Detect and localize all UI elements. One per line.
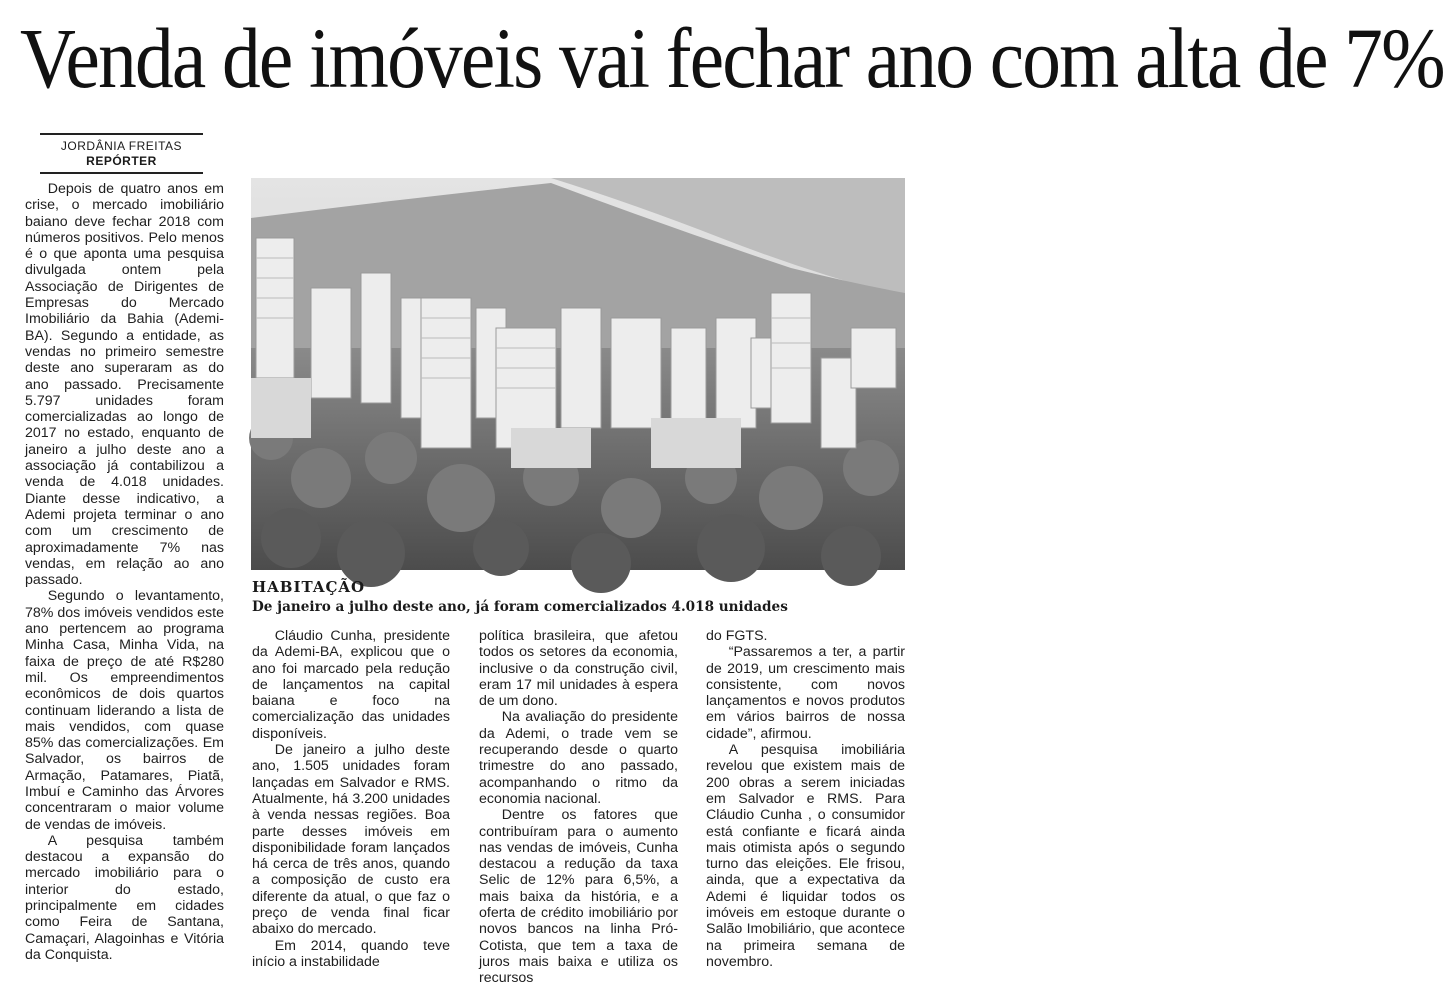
paragraph: Cláudio Cunha, presidente da Ademi-BA, explicou que o ano foi marcado pela redução de lançamentos na capital baiana e foco na comercialização das unidades disponíveis. xyxy=(252,628,450,742)
paragraph: De janeiro a julho deste ano, 1.505 unidades foram lançadas em Salvador e RMS. Atualmente, há 3.200 unidades à venda nessas regiões. Boa parte desses imóveis em disponibilidade foram lançados há cerca de três anos, quando a composição de custo era diferente da atual, o que faz o preço de venda final ficar abaixo do mercado. xyxy=(252,742,450,938)
paragraph: Depois de quatro anos em crise, o mercado imobiliário baiano deve fechar 2018 com números positivos. Pelo menos é o que aponta uma pesquisa divulgada ontem pela Associação de Dirigentes de Empresas do Mercado Imobiliário da Bahia (Ademi-BA). Segundo a entidade, as vendas no primeiro semestre deste ano superaram as do ano passado. Precisamente 5.797 unidades foram comercializadas ao longo de 2017 no estado, enquanto de janeiro a julho deste ano a associação já contabilizou a venda de 4.018 unidades. Diante desse indicativo, a Ademi projeta terminar o ano com um crescimento de aproximadamente 7% nas vendas, em relação ao ano passado. xyxy=(25,181,224,589)
paragraph: A pesquisa imobiliária revelou que existem mais de 200 obras a serem iniciadas em Salvador e RMS. Para Cláudio Cunha , o consumidor está confiante e ficará ainda mais otimista após o segundo turno das eleições. Ele frisou, ainda, que a expectativa da Ademi é liquidar todos os imóveis em estoque durante o Salão Imobiliário, que acontece na primeira semana de novembro. xyxy=(706,742,905,970)
paragraph: Em 2014, quando teve início a instabilidade xyxy=(252,937,450,970)
photo-caption: De janeiro a julho deste ano, já foram comercializados 4.018 unidades xyxy=(252,599,788,615)
paragraph: A pesquisa também destacou a expansão do mercado imobiliário para o interior do estado, principalmente em cidades como Feira de Santana, Camaçari, Alagoinhas e Vitória da Conquista. xyxy=(25,832,224,963)
byline-author: JORDÂNIA FREITAS xyxy=(60,139,183,153)
paragraph: “Passaremos a ter, a partir de 2019, um crescimento mais consistente, com novos lançamentos e novos produtos em vários bairros de nossa cidade”, afirmou. xyxy=(706,644,905,742)
byline xyxy=(40,133,203,174)
city-skyline-photo xyxy=(251,178,905,570)
article-column-2 xyxy=(252,628,450,998)
photo-kicker: HABITAÇÃO xyxy=(252,578,366,596)
paragraph: política brasileira, que afetou todos os setores da economia, inclusive o da construção civil, eram 17 mil unidades à espera de um dono. xyxy=(479,628,678,710)
headline: Venda de imóveis vai fechar ano com alta de 7% xyxy=(20,10,1444,106)
byline-role: REPÓRTER xyxy=(86,154,157,168)
paragraph: Na avaliação do presidente da Ademi, o trade vem se recuperando desde o quarto trimestre do ano passado, acompanhando o ritmo da economia nacional. xyxy=(479,709,678,807)
paragraph: Dentre os fatores que contribuíram para o aumento nas vendas de imóveis, Cunha destacou a redução da taxa Selic de 12% para 6,5%, a mais baixa da história, e a oferta de crédito imobiliário por novos bancos na linha Pró-Cotista, que tem a taxa de juros mais baixa e utiliza os recursos xyxy=(479,807,678,987)
paragraph: Segundo o levantamento, 78% dos imóveis vendidos este ano pertencem ao programa Minha Casa, Minha Vida, na faixa de preço de até R$280 mil. Os empreendimentos econômicos de dois quartos continuam liderando a lista de mais vendidos, com quase 85% das comercializações. Em Salvador, os bairros de Armação, Patamares, Piatã, Imbuí e Caminho das Árvores concentraram o maior volume de vendas de imóveis. xyxy=(25,588,224,833)
paragraph: do FGTS. xyxy=(706,628,768,644)
article-column-1 xyxy=(25,181,224,996)
article-column-3 xyxy=(479,628,678,998)
article-column-4 xyxy=(706,628,905,998)
